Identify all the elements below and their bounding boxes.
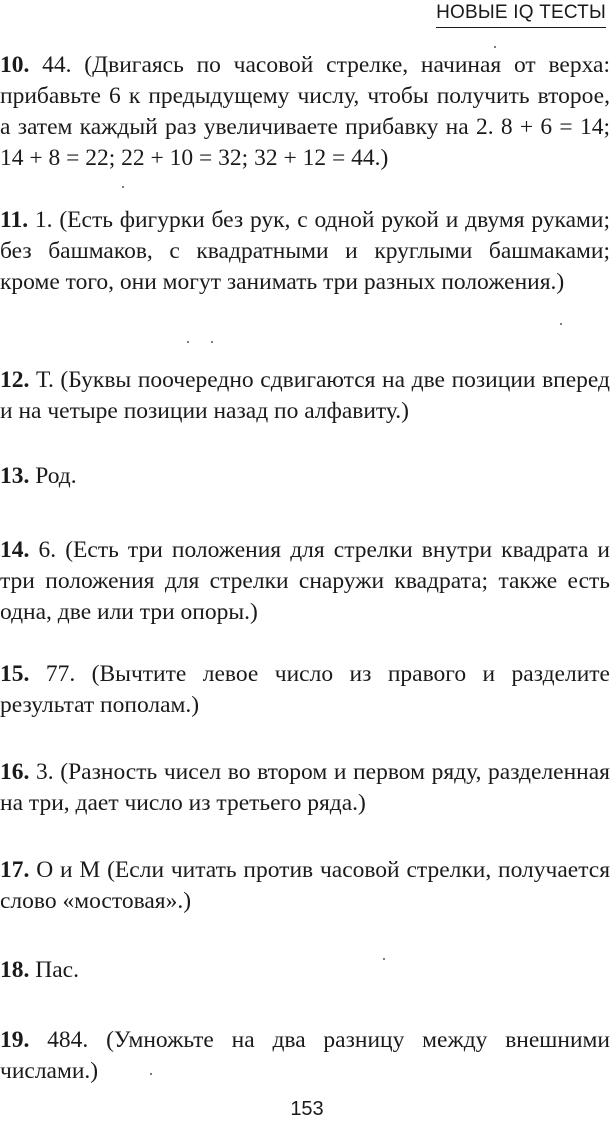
answer-number: 11. (0, 207, 29, 233)
answer-14 (0, 535, 610, 628)
answer-10 (0, 50, 610, 174)
answer-number: 15. (0, 661, 30, 687)
answer-12 (0, 365, 610, 427)
answer-13 (0, 461, 610, 492)
answer-19 (0, 1025, 610, 1087)
answer-17 (0, 855, 610, 917)
answer-number: 10. (0, 52, 30, 78)
answer-15 (0, 659, 610, 721)
answer-number: 16. (0, 759, 30, 785)
answer-text: Род. (35, 463, 77, 489)
scan-speck (560, 323, 562, 325)
answer-text: 77. (Вычтите левое число из правого и разделите результат пополам.) (0, 661, 610, 718)
answer-text: О и М (Если читать против часовой стрелки, получается слово «мостовая».) (0, 857, 611, 914)
answer-number: 13. (0, 463, 30, 489)
answer-18 (0, 955, 610, 986)
answer-number: 12. (0, 367, 30, 393)
answer-text: Пас. (35, 957, 79, 983)
scan-speck (150, 1073, 152, 1075)
scan-speck (383, 958, 385, 960)
answer-number: 18. (0, 957, 30, 983)
answer-text: 6. (Есть три положения для стрелки внутри квадрата и три положения для стрелки снаружи квадрата; также есть одна, две или три опоры.) (0, 537, 611, 625)
answer-11 (0, 205, 610, 298)
answer-text: Т. (Буквы поочередно сдвигаются на две позиции вперед и на четыре позиции назад по алфавиту.) (0, 367, 610, 424)
answer-number: 19. (0, 1027, 30, 1053)
page-number: 153 (290, 1098, 324, 1120)
answer-number: 17. (0, 857, 30, 883)
scan-speck (187, 341, 189, 343)
answer-16 (0, 757, 610, 819)
answer-number: 14. (0, 537, 30, 563)
scan-speck (494, 46, 496, 48)
scan-speck (211, 341, 213, 343)
scan-speck (122, 186, 124, 188)
running-title: НОВЫЕ IQ ТЕСТЫ (436, 2, 606, 28)
answer-text: 484. (Умножьте на два разницу между внешними числами.) (0, 1027, 610, 1084)
answer-text: 44. (Двигаясь по часовой стрелке, начиная от верха: прибавьте 6 к предыдущему числу, чтобы получить второе, а затем каждый раз увеличиваете прибавку на 2. 8 + 6 = 14; 14 + 8 = 22; 22 + 10 = 32; 32 + 12 = 44.) (0, 52, 610, 171)
answer-text: 3. (Разность чисел во втором и первом ряду, разделенная на три, дает число из третьего ряда.) (0, 759, 610, 816)
answer-text: 1. (Есть фигурки без рук, с одной рукой и двумя руками; без башмаков, с квадратными и круглыми башмаками; кроме того, они могут занимать три разных положения.) (0, 207, 610, 295)
